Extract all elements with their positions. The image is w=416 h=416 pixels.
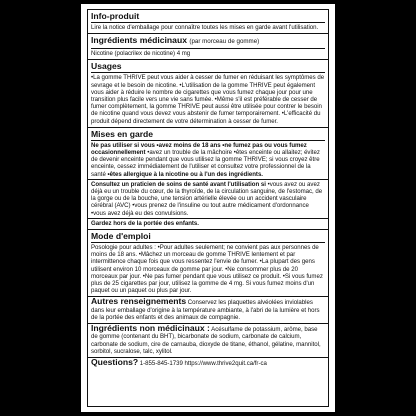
drug-facts-box xyxy=(87,9,329,407)
ingredients-non-text: Acésulfame de potassium, arôme, base de gomme (contenant du BHT), bicarbonate de sodium, carbonate de calcium, carbonate de sodium, cire de carnauba, dioxyde de titane, éthanol, gélatine, mannitol, sorbitol, sucralose, talc, xylitol. xyxy=(91,326,321,355)
ingredients-med-section xyxy=(88,34,328,60)
mode-title: Mode d'emploi xyxy=(91,231,325,243)
warnings-do-not-use-bold: Ne pas utiliser si vous •avez moins de 18 ans •ne fumez pas ou vous fumez occasionnellement xyxy=(91,141,307,157)
ingredients-med-title: Ingrédients médicinaux xyxy=(91,35,187,46)
other-title: Autres renseignements xyxy=(91,296,187,307)
ingredients-med-subtitle: (par morceau de gomme) xyxy=(189,38,260,46)
warnings-children: Gardez hors de la portée des enfants. xyxy=(91,219,199,227)
usages-text: •La gomme THRIVE peut vous aider à cesser de fumer en réduisant les symptômes de sevrage et le besoin de nicotine. •L'utilisation de la gomme THRIVE peut également vous aider à réduire le nombre de cigarettes que vous fumez chaque jour pour une transition plus facile vers une vie sans fumée. •Même s'il est préférable de cesser de fumer complètement, la gomme THRIVE peut aussi être utilisée pour contrer le besoin de nicotine quand vous devez vous abstenir de fumer temporairement. •L'efficacité du produit dépend directement de votre détermination à cesser de fumer. xyxy=(91,74,325,125)
usages-title: Usages xyxy=(91,61,325,73)
warnings-consult xyxy=(91,181,325,217)
questions-text: 1-855-845-1739 https://www.thrive2quit.ca/fr-ca xyxy=(138,359,267,367)
other-text-line xyxy=(91,298,325,321)
questions-title: Questions? xyxy=(91,356,139,367)
drug-facts-panel xyxy=(81,4,335,412)
ingredients-non-title: Ingrédients non médicinaux : xyxy=(91,323,210,334)
other-text: Conservez les plaquettes alvéolées inviolables dans leur emballage d'origine à la température ambiante, à l'abri de la lumière et hors de la portée des enfants et des animaux de compagnie. xyxy=(91,299,320,321)
warnings-do-not-use xyxy=(91,142,325,178)
usages-section xyxy=(88,60,328,127)
info-title: Info-produit xyxy=(91,11,325,23)
other-section xyxy=(88,297,328,324)
questions-section xyxy=(88,358,328,369)
mode-text: Posologie pour adultes : •Pour adultes seulement; ne convient pas aux personnes de moins de 18 ans. •Mâchez un morceau de gomme THRIVE lentement et par intermittence chaque fois que vous ressentez l'envie de fumer. •La plupart des gens utilisent environ 10 morceaux de gomme par jour. •Ne consommer plus de 20 morceaux par jour. •Ne pas fumer pendant que vous utilisez ce produit. •Si vous fumez plus de 25 cigarettes par jour, utilisez la gomme de 4 mg. Si vous fumez moins d'un paquet ou un paquet ou plus par jour. xyxy=(91,244,323,295)
warnings-consult-bold: Consultez un praticien de soins de santé avant l'utilisation si xyxy=(91,180,266,188)
warnings-section xyxy=(88,128,328,230)
warnings-title: Mises en garde xyxy=(91,129,325,141)
ingredients-non-line xyxy=(91,325,325,355)
warnings-consult-rest: •vous avez ou avez déjà eu un trouble du cœur, de la thyroïde, de la circulation sanguine, de l'estomac, de la gorge ou de la bouche, une tension artérielle élevée ou un accident vasculaire cérébral (AVC) •vous prenez de l'insuline ou tout autre médicament d'ordonnance •vous avez déjà eu des convulsions. xyxy=(91,180,323,217)
questions-line xyxy=(91,356,325,367)
ingredients-non-section xyxy=(88,324,328,358)
info-section xyxy=(88,10,328,34)
ingredients-med-heading xyxy=(91,35,325,49)
warnings-allergy: •êtes allergique à la nicotine ou à l'un des ingrédients. xyxy=(107,170,263,178)
ingredients-med-text: Nicotine (polacrilex de nicotine) 4 mg xyxy=(91,50,191,58)
warnings-do-not-use-rest: •avez un trouble de la mâchoire •êtes enceinte ou allaitez; évitez de devenir enceinte pendant que vous utilisez la gomme THRIVE; si vous croyez être enceinte, cessez immédiatement de l'utiliser et consultez votre professionnel de la santé xyxy=(91,149,320,178)
info-text: Lire la notice d'emballage pour connaître toutes les mises en garde avant l'utilisation. xyxy=(91,24,319,31)
warnings-consult-block xyxy=(88,179,328,217)
mode-section xyxy=(88,230,328,297)
warnings-children-block xyxy=(88,218,328,227)
